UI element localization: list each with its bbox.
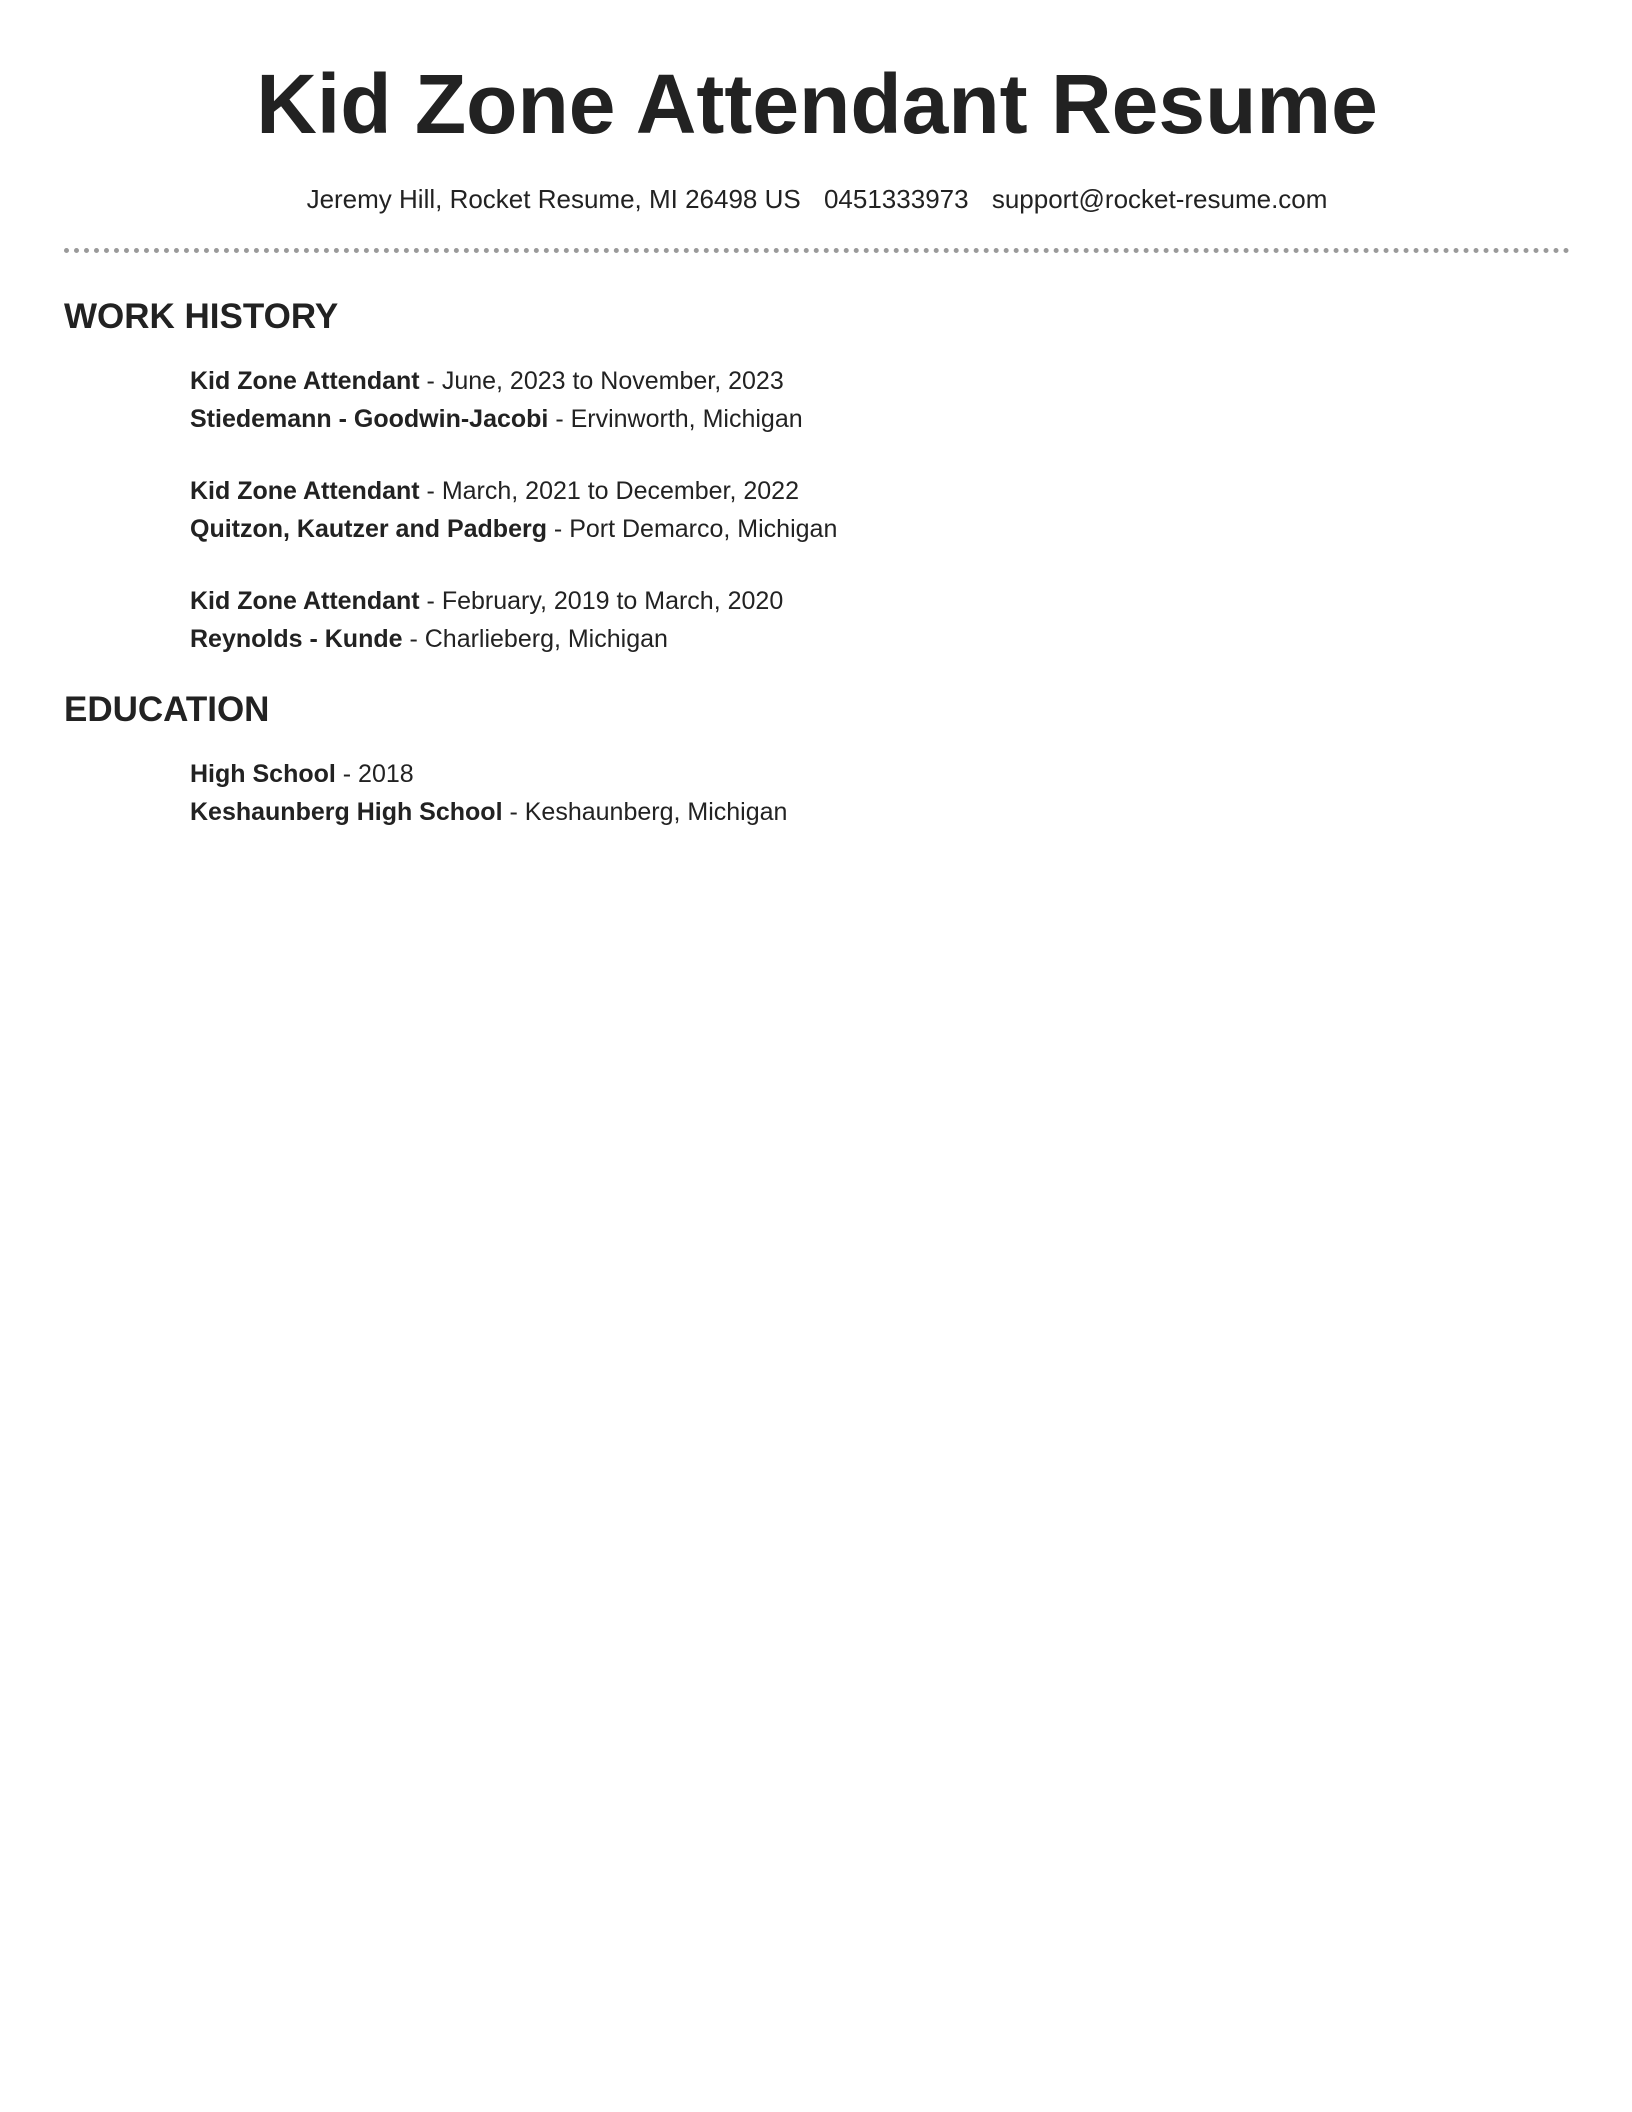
job-role: Kid Zone Attendant — [190, 367, 420, 395]
job-company-line — [190, 620, 1570, 658]
education-degree-line — [190, 755, 1570, 793]
contact-address: Jeremy Hill, Rocket Resume, MI 26498 US — [306, 184, 801, 214]
job-entry — [190, 472, 1570, 548]
education-location: - Keshaunberg, Michigan — [502, 798, 788, 826]
job-location: - Ervinworth, Michigan — [548, 405, 803, 433]
work-history-list — [190, 362, 1570, 658]
job-title-line — [190, 362, 1570, 400]
job-dates: - June, 2023 to November, 2023 — [419, 367, 784, 395]
contact-email: support@rocket-resume.com — [991, 184, 1328, 214]
contact-line — [64, 182, 1570, 216]
work-history-heading: WORK HISTORY — [64, 297, 339, 336]
job-role: Kid Zone Attendant — [190, 477, 420, 505]
education-degree: High School — [190, 760, 336, 788]
job-dates: - February, 2019 to March, 2020 — [419, 587, 784, 615]
job-company-line — [190, 400, 1570, 438]
education-year: - 2018 — [335, 760, 414, 788]
resume-title: Kid Zone Attendant Resume — [256, 57, 1378, 151]
job-title-line — [190, 472, 1570, 510]
job-company: Quitzon, Kautzer and Padberg — [190, 515, 547, 543]
job-dates: - March, 2021 to December, 2022 — [419, 477, 799, 505]
education-list — [190, 755, 1570, 831]
job-company: Reynolds - Kunde — [190, 625, 403, 653]
education-entry — [190, 755, 1570, 831]
education-heading: EDUCATION — [64, 690, 270, 729]
job-entry — [190, 582, 1570, 658]
header-divider — [64, 248, 1570, 253]
job-company: Stiedemann - Goodwin-Jacobi — [190, 405, 549, 433]
job-role: Kid Zone Attendant — [190, 587, 420, 615]
job-location: - Port Demarco, Michigan — [546, 515, 838, 543]
contact-phone: 0451333973 — [823, 184, 969, 214]
education-school: Keshaunberg High School — [190, 798, 503, 826]
education-section — [64, 690, 1570, 831]
job-entry — [190, 362, 1570, 438]
work-history-section — [64, 297, 1570, 658]
resume-page — [64, 0, 1570, 831]
job-location: - Charlieberg, Michigan — [402, 625, 668, 653]
job-company-line — [190, 510, 1570, 548]
education-school-line — [190, 793, 1570, 831]
job-title-line — [190, 582, 1570, 620]
